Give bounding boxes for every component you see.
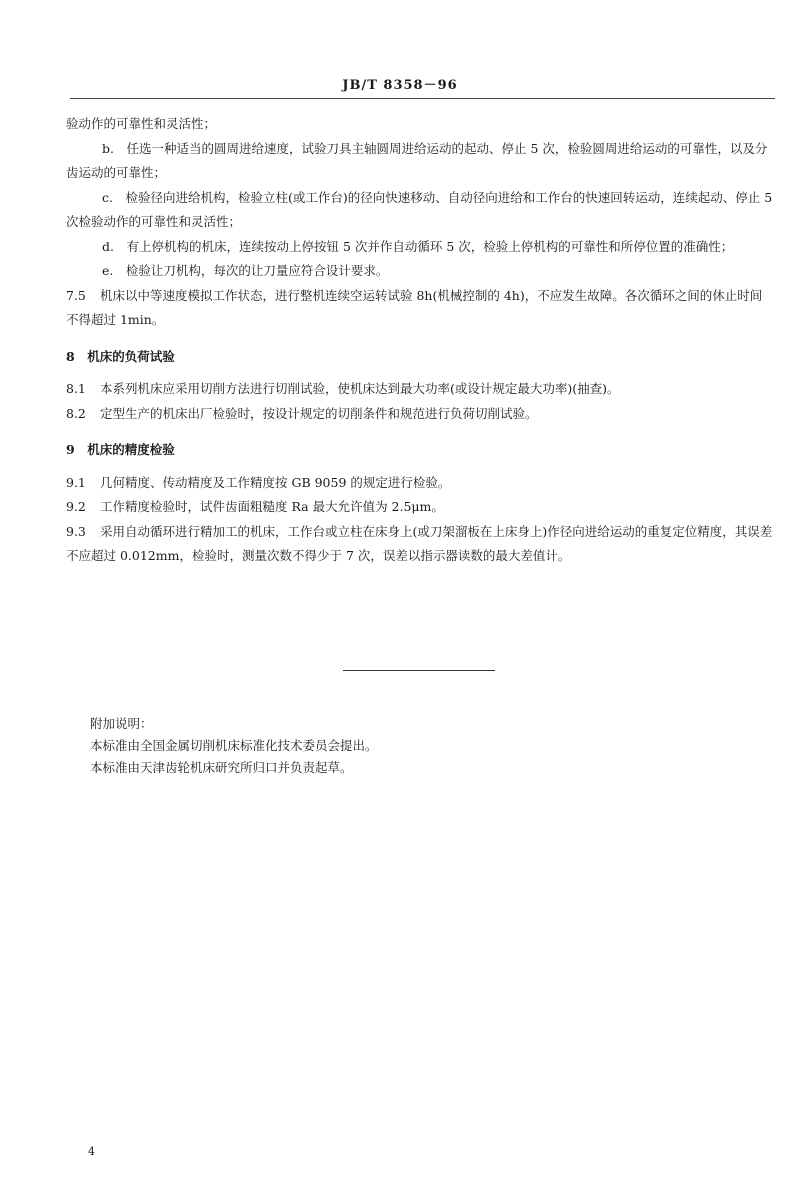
item-c: c. 检验径向进给机构，检验立柱(或工作台)的径向快速移动、自动径向进给和工作台的快速回转运动，连续起动、停止 5 次检验动作的可靠性和灵活性； [66, 189, 773, 229]
item-e: e. 检验让刀机构，每次的让刀量应符合设计要求。 [102, 263, 389, 278]
clause-9-2 [66, 495, 774, 520]
appendix-line-2: 本标准由天津齿轮机床研究所归口并负责起草。 [90, 760, 353, 775]
appendix-notes [90, 713, 690, 779]
appendix-line-1: 本标准由全国金属切削机床标准化技术委员会提出。 [90, 738, 378, 753]
section-9-heading: 9 机床的精度检验 [66, 442, 175, 457]
item-d: d. 有上停机构的机床，连续按动上停按钮 5 次并作自动循环 5 次，检验上停机构的可靠性和所停位置的准确性； [102, 238, 734, 254]
clause-text: 工作精度检验时，试件齿面粗糙度 Ra 最大允许值为 2.5μm。 [99, 499, 444, 514]
clause-text: 本系列机床应采用切削方法进行切削试验，使机床达到最大功率(或设计规定最大功率)(抽查)。 [99, 381, 620, 396]
header-rule [70, 98, 775, 99]
clause-number: 9.2 [66, 499, 86, 514]
clause-9-3 [66, 520, 774, 569]
clause-9-1 [66, 471, 774, 496]
clause-text: 机床以中等速度模拟工作状态，进行整机连续空运转试验 8h(机械控制的 4h)，不应发生故障。各次循环之间的休止时间不得超过 1min。 [66, 287, 763, 327]
clause-8-1 [66, 377, 774, 402]
clause-text: 几何精度、传动精度及工作精度按 GB 9059 的规定进行检验。 [99, 474, 451, 490]
paragraph-continuation: 验动作的可靠性和灵活性； [66, 116, 217, 131]
clause-number: 8.1 [66, 381, 86, 396]
item-b: b. 任选一种适当的圆周进给速度，试验刀具主轴圆周进给运动的起动、停止 5 次，检验圆周进给运动的可靠性，以及分齿运动的可靠性； [66, 140, 768, 180]
clause-number: 9.1 [66, 474, 86, 490]
clause-text: 定型生产的机床出厂检验时，按设计规定的切削条件和规范进行负荷切削试验。 [99, 405, 538, 421]
body-text [66, 112, 774, 569]
clause-7-5 [66, 284, 774, 333]
section-8-heading: 8 机床的负荷试验 [66, 348, 175, 364]
page-number: 4 [88, 1145, 95, 1158]
clause-number: 8.2 [66, 405, 86, 421]
clause-text: 采用自动循环进行精加工的机床，工作台或立柱在床身上(或刀架溜板在上床身上)作径向进给运动的重复定位精度，其误差不应超过 0.012mm，检验时，测量次数不得少于 7 次，误差以指示器读数的最大差值计。 [66, 523, 773, 563]
appendix-title: 附加说明： [90, 716, 153, 731]
standard-code-header: JB/T 8358－96 [342, 78, 458, 93]
end-rule [343, 670, 495, 671]
clause-number: 9.3 [66, 523, 86, 539]
clause-8-2 [66, 402, 774, 427]
clause-number: 7.5 [66, 287, 86, 303]
